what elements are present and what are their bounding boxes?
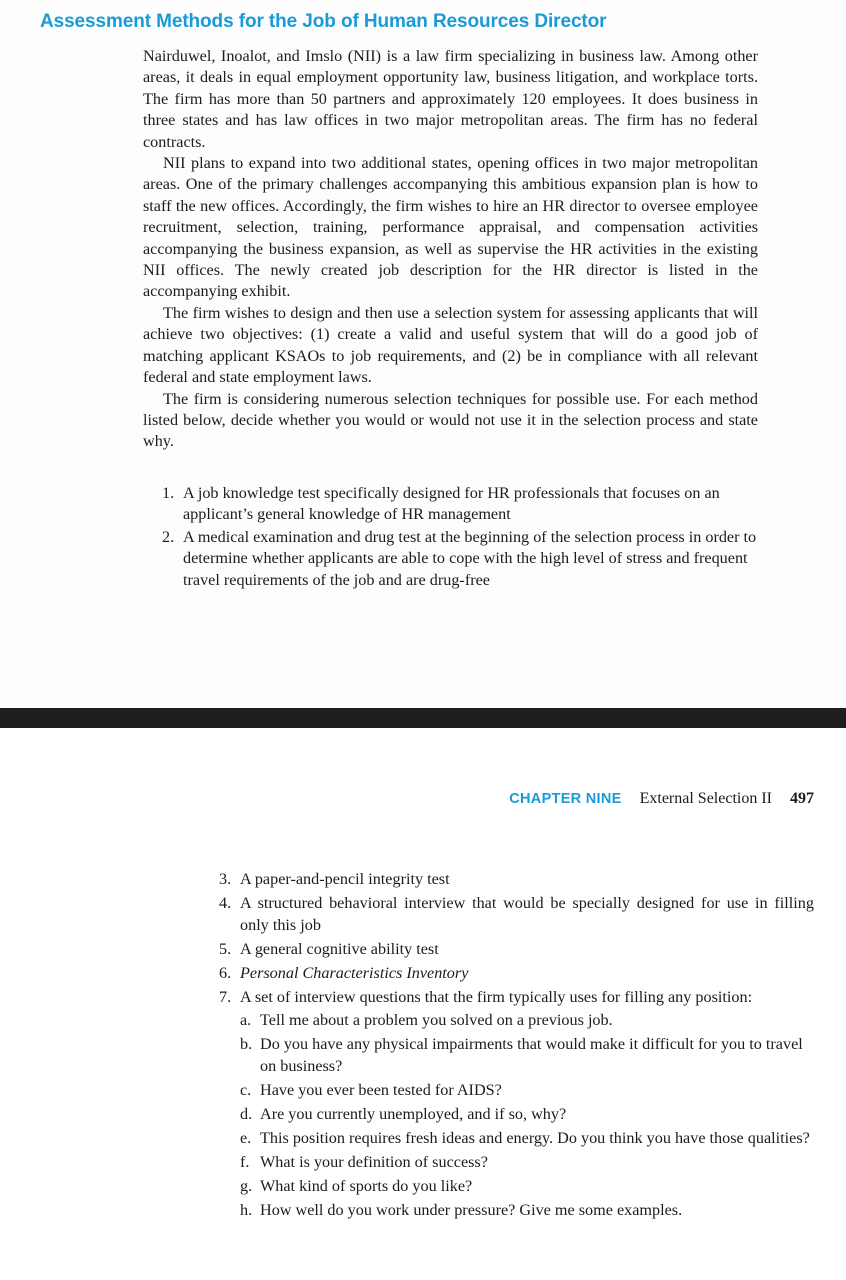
- question-text: What kind of sports do you like?: [260, 1176, 473, 1195]
- sub-list-item: [240, 1176, 814, 1198]
- sub-list-item: [240, 1200, 814, 1222]
- page-divider: [0, 708, 846, 728]
- list-item: [219, 939, 814, 961]
- item-letter: g.: [240, 1176, 253, 1195]
- question-text: Have you ever been tested for AIDS?: [260, 1080, 502, 1099]
- page-number: 497: [790, 790, 814, 807]
- list-item: [219, 987, 814, 1222]
- item-number: 6.: [219, 963, 232, 982]
- sub-list-item: [240, 1010, 814, 1032]
- question-text: How well do you work under pressure? Give me some examples.: [260, 1200, 683, 1219]
- item-letter: e.: [240, 1128, 252, 1147]
- list-item: [162, 527, 758, 591]
- item-letter: b.: [240, 1035, 253, 1053]
- paragraph: NII plans to expand into two additional states, opening offices in two major metropolitan areas. One of the primary challenges accompanying this ambitious expansion plan is how to staff the new offices. Accordingly, the firm wishes to hire an HR director to oversee employee recruitment, selection, training, performance appraisal, and compensation activities accompanying the business expansion, as well as supervise the HR activities in the existing NII offices. The newly created job description for the HR director is listed in the accompanying exhibit.: [143, 154, 758, 301]
- question-text: This position requires fresh ideas and energy. Do you think you have those qualities?: [260, 1128, 810, 1147]
- sub-list-item: [240, 1152, 814, 1174]
- question-text: Are you currently unemployed, and if so, why?: [260, 1104, 567, 1123]
- item-text: A set of interview questions that the firm typically uses for filling any position:: [240, 987, 753, 1006]
- item-number: 4.: [219, 894, 232, 912]
- paragraph: The firm is considering numerous selection techniques for possible use. For each method listed below, decide whether you would or would not use it in the selection process and state why.: [143, 389, 758, 451]
- sub-list-item: [240, 1128, 814, 1150]
- item-letter: c.: [240, 1080, 252, 1099]
- item-text: A job knowledge test specifically designed for HR professionals that focuses on an applicant’s general knowledge of HR management: [183, 484, 720, 524]
- item-text: A paper-and-pencil integrity test: [240, 870, 450, 888]
- question-text: Do you have any physical impairments that would make it difficult for you to travel on business?: [260, 1035, 803, 1075]
- list-item: [162, 483, 758, 526]
- body-text: [143, 46, 758, 453]
- running-head: [509, 790, 814, 808]
- item-letter: d.: [240, 1104, 253, 1123]
- item-number: 7.: [219, 987, 232, 1006]
- item-letter: a.: [240, 1011, 252, 1029]
- item-text: A structured behavioral interview that would be specially designed for use in filling only this job: [240, 894, 814, 934]
- item-number: 2.: [162, 527, 175, 546]
- item-number: 3.: [219, 870, 232, 888]
- method-list-page2: [219, 869, 814, 1224]
- item-letter: h.: [240, 1200, 253, 1219]
- list-item: [219, 869, 814, 891]
- item-text: Personal Characteristics Inventory: [240, 963, 469, 982]
- sub-list-item: [240, 1034, 814, 1077]
- question-text: What is your definition of success?: [260, 1152, 488, 1171]
- item-letter: f.: [240, 1152, 250, 1171]
- sub-list-item: [240, 1104, 814, 1126]
- paragraph: Nairduwel, Inoalot, and Imslo (NII) is a law firm specializing in business law. Among other areas, it deals in equal employment opportunity law, business litigation, and workplace torts. The firm has more than 50 partners and approximately 120 employees. It does business in three states and has law offices in two major metropolitan areas. The firm has no federal contracts.: [143, 47, 758, 151]
- question-text: Tell me about a problem you solved on a previous job.: [260, 1011, 613, 1029]
- list-item: [219, 893, 814, 936]
- item-text: A medical examination and drug test at the beginning of the selection process in order to determine whether applicants are able to cope with the high level of stress and frequent travel requirements of the job and are drug-free: [183, 527, 757, 589]
- interview-question-list: [240, 1010, 814, 1221]
- item-number: 1.: [162, 484, 175, 502]
- section-heading: Assessment Methods for the Job of Human Resources Director: [40, 11, 607, 32]
- sub-list-item: [240, 1080, 814, 1102]
- paragraph: The firm wishes to design and then use a selection system for assessing applicants that will achieve two objectives: (1) create a valid and useful system that will do a good job of matching applicant KSAOs to job requirements, and (2) be in compliance with all relevant federal and state employment laws.: [143, 303, 758, 387]
- item-text: A general cognitive ability test: [240, 939, 439, 958]
- section-name: External Selection II: [639, 790, 772, 807]
- method-list-page1: [162, 483, 758, 592]
- item-number: 5.: [219, 939, 232, 958]
- chapter-label: CHAPTER NINE: [509, 791, 622, 807]
- list-item: [219, 963, 814, 985]
